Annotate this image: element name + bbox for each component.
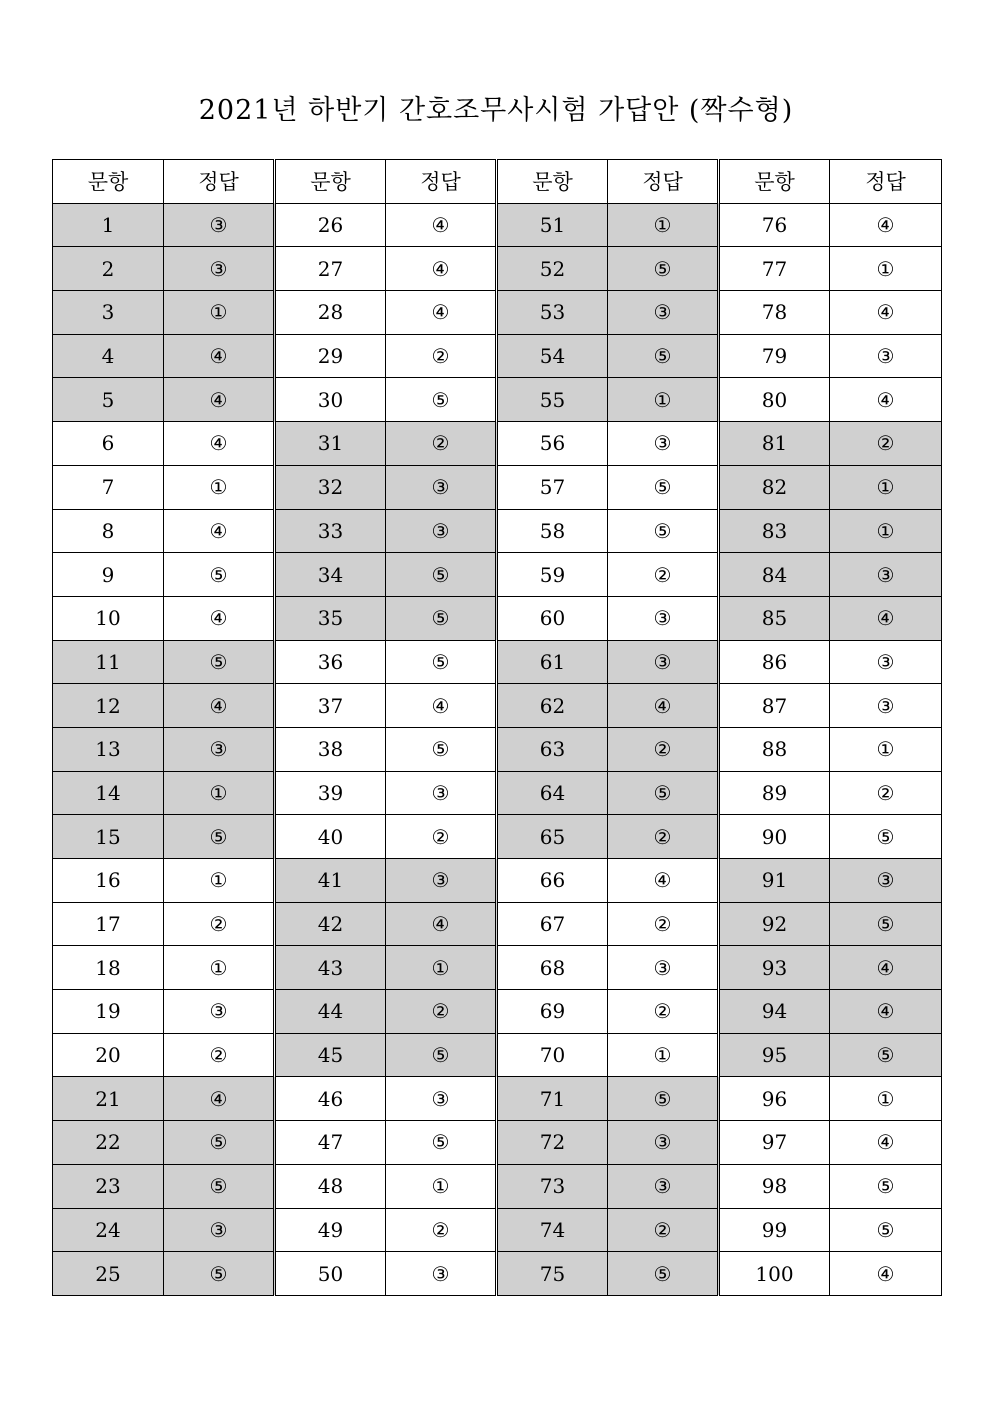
question-number-cell: 36 [275, 640, 386, 684]
answer-cell: ⑤ [608, 771, 719, 815]
question-number-cell: 70 [497, 1033, 608, 1077]
answer-cell: ⑤ [386, 640, 497, 684]
question-number-cell: 8 [53, 509, 164, 553]
question-number-cell: 53 [497, 291, 608, 335]
table-row [53, 334, 942, 378]
answer-cell: ⑤ [386, 1121, 497, 1165]
question-number-cell: 60 [497, 596, 608, 640]
answer-cell: ⑤ [164, 640, 275, 684]
question-number-cell: 1 [53, 203, 164, 247]
answer-cell: ④ [164, 378, 275, 422]
question-number-cell: 3 [53, 291, 164, 335]
question-number-cell: 79 [719, 334, 830, 378]
answer-cell: ② [608, 902, 719, 946]
table-row [53, 946, 942, 990]
answer-cell: ② [386, 1208, 497, 1252]
answer-cell: ① [608, 203, 719, 247]
question-number-cell: 21 [53, 1077, 164, 1121]
answer-cell: ④ [830, 990, 942, 1034]
answer-cell: ⑤ [386, 553, 497, 597]
answer-cell: ④ [830, 378, 942, 422]
question-number-cell: 44 [275, 990, 386, 1034]
question-number-cell: 58 [497, 509, 608, 553]
answer-cell: ④ [386, 203, 497, 247]
answer-cell: ① [830, 1077, 942, 1121]
table-row [53, 247, 942, 291]
question-number-cell: 61 [497, 640, 608, 684]
answer-cell: ① [608, 378, 719, 422]
answer-cell: ① [164, 946, 275, 990]
question-number-cell: 57 [497, 465, 608, 509]
question-number-cell: 68 [497, 946, 608, 990]
answer-cell: ④ [830, 596, 942, 640]
answer-cell: ③ [830, 640, 942, 684]
answer-cell: ③ [608, 422, 719, 466]
answer-cell: ② [386, 815, 497, 859]
answer-cell: ④ [164, 596, 275, 640]
question-number-cell: 16 [53, 859, 164, 903]
answer-cell: ④ [830, 946, 942, 990]
question-number-cell: 10 [53, 596, 164, 640]
answer-cell: ② [608, 815, 719, 859]
answer-cell: ⑤ [164, 1252, 275, 1296]
question-number-cell: 7 [53, 465, 164, 509]
question-number-cell: 39 [275, 771, 386, 815]
question-number-cell: 80 [719, 378, 830, 422]
answer-cell: ④ [830, 1121, 942, 1165]
question-number-cell: 35 [275, 596, 386, 640]
answer-cell: ④ [830, 291, 942, 335]
question-number-cell: 87 [719, 684, 830, 728]
table-row [53, 465, 942, 509]
question-number-cell: 6 [53, 422, 164, 466]
header-question-cell: 문항 [719, 160, 830, 204]
answer-cell: ⑤ [386, 596, 497, 640]
answer-cell: ④ [386, 291, 497, 335]
answer-cell: ④ [164, 422, 275, 466]
answer-cell: ④ [386, 684, 497, 728]
question-number-cell: 96 [719, 1077, 830, 1121]
question-number-cell: 47 [275, 1121, 386, 1165]
answer-cell: ⑤ [386, 378, 497, 422]
answer-cell: ⑤ [608, 334, 719, 378]
question-number-cell: 71 [497, 1077, 608, 1121]
question-number-cell: 4 [53, 334, 164, 378]
table-row [53, 203, 942, 247]
question-number-cell: 20 [53, 1033, 164, 1077]
answer-cell: ④ [164, 334, 275, 378]
answer-cell: ③ [830, 334, 942, 378]
table-row [53, 902, 942, 946]
answer-cell: ① [164, 771, 275, 815]
question-number-cell: 26 [275, 203, 386, 247]
question-number-cell: 99 [719, 1208, 830, 1252]
header-question-cell: 문항 [275, 160, 386, 204]
answer-cell: ② [386, 334, 497, 378]
answer-cell: ③ [386, 1252, 497, 1296]
answer-cell: ③ [164, 990, 275, 1034]
answer-cell: ④ [386, 902, 497, 946]
answer-cell: ③ [608, 596, 719, 640]
question-number-cell: 42 [275, 902, 386, 946]
table-row [53, 859, 942, 903]
question-number-cell: 65 [497, 815, 608, 859]
question-number-cell: 75 [497, 1252, 608, 1296]
answer-cell: ① [830, 465, 942, 509]
question-number-cell: 67 [497, 902, 608, 946]
question-number-cell: 66 [497, 859, 608, 903]
table-row [53, 1121, 942, 1165]
question-number-cell: 83 [719, 509, 830, 553]
question-number-cell: 48 [275, 1164, 386, 1208]
question-number-cell: 19 [53, 990, 164, 1034]
table-row [53, 684, 942, 728]
answer-cell: ② [386, 422, 497, 466]
question-number-cell: 81 [719, 422, 830, 466]
header-question-cell: 문항 [53, 160, 164, 204]
question-number-cell: 92 [719, 902, 830, 946]
question-number-cell: 52 [497, 247, 608, 291]
table-row [53, 815, 942, 859]
question-number-cell: 12 [53, 684, 164, 728]
answer-cell: ⑤ [608, 509, 719, 553]
question-number-cell: 55 [497, 378, 608, 422]
question-number-cell: 90 [719, 815, 830, 859]
question-number-cell: 54 [497, 334, 608, 378]
question-number-cell: 74 [497, 1208, 608, 1252]
answer-cell: ⑤ [608, 1252, 719, 1296]
question-number-cell: 25 [53, 1252, 164, 1296]
answer-cell: ① [386, 1164, 497, 1208]
question-number-cell: 45 [275, 1033, 386, 1077]
question-number-cell: 97 [719, 1121, 830, 1165]
question-number-cell: 38 [275, 727, 386, 771]
question-number-cell: 37 [275, 684, 386, 728]
question-number-cell: 51 [497, 203, 608, 247]
answer-cell: ⑤ [164, 553, 275, 597]
question-number-cell: 86 [719, 640, 830, 684]
table-row [53, 1164, 942, 1208]
question-number-cell: 49 [275, 1208, 386, 1252]
question-number-cell: 88 [719, 727, 830, 771]
answer-cell: ⑤ [608, 1077, 719, 1121]
answer-cell: ⑤ [164, 1164, 275, 1208]
question-number-cell: 9 [53, 553, 164, 597]
answer-cell: ⑤ [830, 1164, 942, 1208]
answer-cell: ⑤ [386, 727, 497, 771]
table-row [53, 1208, 942, 1252]
question-number-cell: 18 [53, 946, 164, 990]
question-number-cell: 31 [275, 422, 386, 466]
question-number-cell: 94 [719, 990, 830, 1034]
answer-cell: ① [830, 247, 942, 291]
question-number-cell: 72 [497, 1121, 608, 1165]
answer-cell: ① [164, 291, 275, 335]
header-answer-cell: 정답 [830, 160, 942, 204]
answer-cell: ② [830, 422, 942, 466]
question-number-cell: 100 [719, 1252, 830, 1296]
table-row [53, 640, 942, 684]
answer-cell: ① [830, 727, 942, 771]
question-number-cell: 62 [497, 684, 608, 728]
answer-cell: ⑤ [608, 465, 719, 509]
table-row [53, 596, 942, 640]
answer-cell: ⑤ [608, 247, 719, 291]
header-answer-cell: 정답 [164, 160, 275, 204]
answer-cell: ④ [830, 1252, 942, 1296]
question-number-cell: 73 [497, 1164, 608, 1208]
question-number-cell: 23 [53, 1164, 164, 1208]
question-number-cell: 89 [719, 771, 830, 815]
answer-cell: ③ [164, 727, 275, 771]
question-number-cell: 34 [275, 553, 386, 597]
question-number-cell: 76 [719, 203, 830, 247]
question-number-cell: 32 [275, 465, 386, 509]
answer-cell: ③ [386, 465, 497, 509]
table-row [53, 727, 942, 771]
answer-cell: ⑤ [830, 1033, 942, 1077]
question-number-cell: 77 [719, 247, 830, 291]
question-number-cell: 30 [275, 378, 386, 422]
answer-cell: ③ [164, 1208, 275, 1252]
answer-cell: ⑤ [164, 815, 275, 859]
answer-cell: ⑤ [830, 902, 942, 946]
question-number-cell: 64 [497, 771, 608, 815]
table-row [53, 771, 942, 815]
question-number-cell: 69 [497, 990, 608, 1034]
question-number-cell: 59 [497, 553, 608, 597]
question-number-cell: 24 [53, 1208, 164, 1252]
answer-cell: ③ [386, 859, 497, 903]
answer-cell: ⑤ [830, 815, 942, 859]
answer-cell: ④ [386, 247, 497, 291]
question-number-cell: 63 [497, 727, 608, 771]
question-number-cell: 93 [719, 946, 830, 990]
answer-cell: ② [164, 902, 275, 946]
question-number-cell: 33 [275, 509, 386, 553]
question-number-cell: 5 [53, 378, 164, 422]
question-number-cell: 82 [719, 465, 830, 509]
answer-cell: ③ [608, 946, 719, 990]
answer-cell: ③ [608, 291, 719, 335]
page-title: 2021년 하반기 간호조무사시험 가답안 (짝수형) [198, 95, 794, 126]
question-number-cell: 11 [53, 640, 164, 684]
question-number-cell: 14 [53, 771, 164, 815]
question-number-cell: 13 [53, 727, 164, 771]
answer-cell: ② [608, 727, 719, 771]
answer-cell: ④ [164, 684, 275, 728]
table-row [53, 1252, 942, 1296]
question-number-cell: 27 [275, 247, 386, 291]
question-number-cell: 98 [719, 1164, 830, 1208]
table-row [53, 990, 942, 1034]
answer-cell: ③ [830, 859, 942, 903]
table-row [53, 509, 942, 553]
question-number-cell: 43 [275, 946, 386, 990]
question-number-cell: 78 [719, 291, 830, 335]
table-row [53, 553, 942, 597]
answer-cell: ④ [830, 203, 942, 247]
answer-table [52, 159, 942, 1296]
answer-cell: ③ [386, 771, 497, 815]
answer-cell: ③ [830, 553, 942, 597]
table-row [53, 291, 942, 335]
answer-cell: ③ [386, 509, 497, 553]
question-number-cell: 85 [719, 596, 830, 640]
answer-cell: ② [608, 553, 719, 597]
answer-cell: ③ [830, 684, 942, 728]
answer-cell: ⑤ [830, 1208, 942, 1252]
table-row [53, 1033, 942, 1077]
question-number-cell: 41 [275, 859, 386, 903]
question-number-cell: 40 [275, 815, 386, 859]
question-number-cell: 29 [275, 334, 386, 378]
header-answer-cell: 정답 [386, 160, 497, 204]
answer-cell: ① [386, 946, 497, 990]
answer-cell: ① [608, 1033, 719, 1077]
question-number-cell: 15 [53, 815, 164, 859]
question-number-cell: 95 [719, 1033, 830, 1077]
answer-cell: ③ [608, 1121, 719, 1165]
answer-cell: ③ [608, 640, 719, 684]
answer-cell: ① [164, 465, 275, 509]
answer-cell: ② [386, 990, 497, 1034]
answer-cell: ② [608, 990, 719, 1034]
answer-cell: ③ [164, 203, 275, 247]
question-number-cell: 84 [719, 553, 830, 597]
answer-cell: ⑤ [386, 1033, 497, 1077]
question-number-cell: 91 [719, 859, 830, 903]
question-number-cell: 56 [497, 422, 608, 466]
header-question-cell: 문항 [497, 160, 608, 204]
question-number-cell: 22 [53, 1121, 164, 1165]
table-row [53, 378, 942, 422]
answer-cell: ② [164, 1033, 275, 1077]
question-number-cell: 2 [53, 247, 164, 291]
answer-cell: ③ [164, 247, 275, 291]
answer-cell: ② [608, 1208, 719, 1252]
answer-cell: ⑤ [164, 1121, 275, 1165]
question-number-cell: 17 [53, 902, 164, 946]
answer-cell: ① [830, 509, 942, 553]
header-answer-cell: 정답 [608, 160, 719, 204]
answer-cell: ① [164, 859, 275, 903]
question-number-cell: 28 [275, 291, 386, 335]
answer-cell: ④ [608, 859, 719, 903]
answer-cell: ③ [608, 1164, 719, 1208]
table-row [53, 422, 942, 466]
answer-cell: ③ [386, 1077, 497, 1121]
answer-cell: ④ [608, 684, 719, 728]
table-row [53, 1077, 942, 1121]
question-number-cell: 46 [275, 1077, 386, 1121]
answer-cell: ④ [164, 509, 275, 553]
header-row [53, 160, 942, 204]
answer-cell: ④ [164, 1077, 275, 1121]
answer-cell: ② [830, 771, 942, 815]
question-number-cell: 50 [275, 1252, 386, 1296]
